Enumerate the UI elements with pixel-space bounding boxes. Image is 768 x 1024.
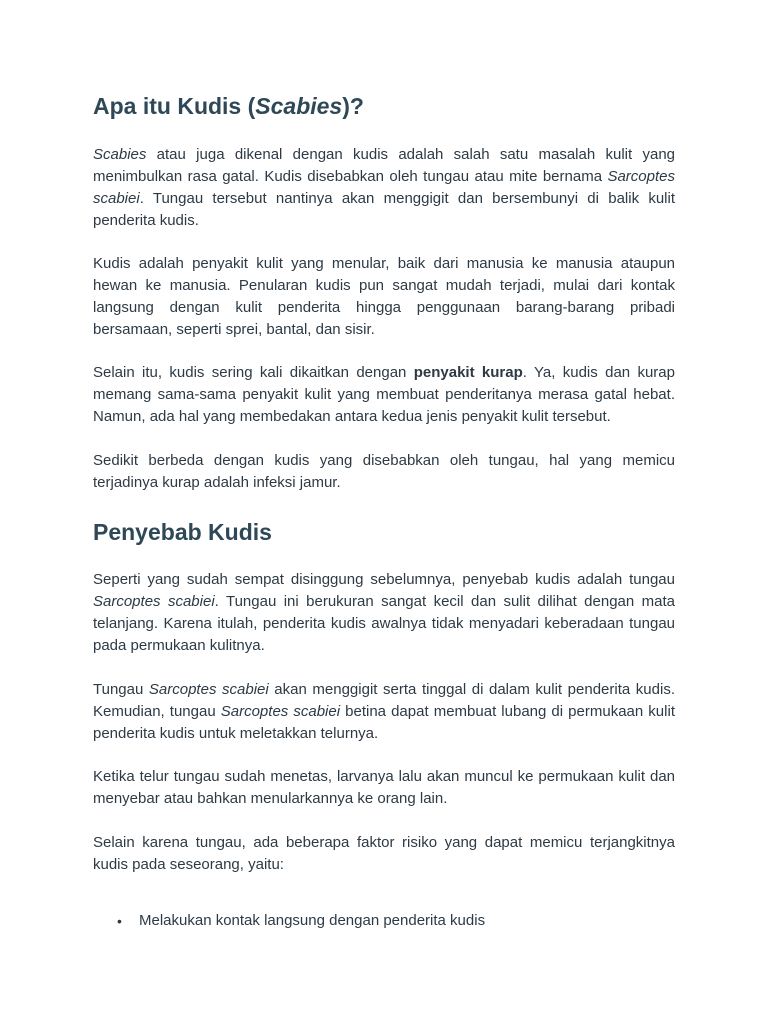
paragraph-text: . Tungau tersebut nantinya akan menggigit dan bersembunyi di balik kulit penderita kudis. bbox=[93, 190, 675, 229]
list-item bbox=[93, 910, 675, 932]
heading-penyebab-kudis: Penyebab Kudis bbox=[93, 519, 272, 545]
bold-link-text[interactable]: penyakit kurap bbox=[413, 364, 523, 381]
paragraph-text: . Tungau ini berukuran sangat kecil dan sulit dilihat dengan mata telanjang. Karena itulah, penderita kudis awalnya tidak menyadari keberadaan tungau pada permukaan kulitnya. bbox=[93, 593, 675, 654]
paragraph: Ketika telur tungau sudah menetas, larvanya lalu akan muncul ke permukaan kulit dan menyebar atau bahkan menularkannya ke orang lain. bbox=[93, 768, 675, 807]
paragraph-text: Selain itu, kudis sering kali dikaitkan dengan bbox=[93, 364, 414, 381]
paragraph: Selain karena tungau, ada beberapa faktor risiko yang dapat memicu terjangkitnya kudis pada seseorang, yaitu: bbox=[93, 834, 675, 873]
paragraph-text: Tungau bbox=[93, 681, 149, 698]
paragraph-text: Seperti yang sudah sempat disinggung sebelumnya, penyebab kudis adalah tungau bbox=[93, 571, 675, 588]
italic-term: Sarcoptes scabiei bbox=[148, 681, 269, 698]
paragraph-text: . Ya, kudis dan kurap memang sama-sama penyakit kulit yang membuat penderitanya merasa gatal hebat. Namun, ada hal yang membedakan antara kedua jenis penyakit kulit tersebut. bbox=[93, 364, 675, 425]
italic-term: Scabies bbox=[93, 146, 147, 163]
paragraph bbox=[93, 144, 675, 232]
paragraph: Kudis adalah penyakit kulit yang menular, baik dari manusia ke manusia ataupun hewan ke manusia. Penularan kudis pun sangat mudah terjadi, mulai dari kontak langsung dengan kulit penderita hingga penggunaan barang-barang pribadi bersamaan, seperti sprei, bantal, dan sisir. bbox=[93, 255, 675, 338]
bullet-icon: • bbox=[117, 913, 122, 929]
paragraph-text: atau juga dikenal dengan kudis adalah salah satu masalah kulit yang menimbulkan rasa gatal. Kudis disebabkan oleh tungau atau mite bernama bbox=[93, 146, 675, 185]
paragraph-text: betina dapat membuat lubang di permukaan kulit penderita kudis untuk meletakkan telurnya. bbox=[93, 703, 675, 742]
heading-text: Apa itu Kudis ( bbox=[93, 93, 256, 119]
paragraph-text: akan menggigit serta tinggal di dalam kulit penderita kudis. Kemudian, tungau bbox=[93, 681, 675, 720]
paragraph bbox=[93, 679, 675, 745]
italic-term: Sarcoptes scabiei bbox=[220, 703, 341, 720]
italic-term: Sarcoptes scabiei bbox=[93, 593, 215, 610]
risk-factor-list bbox=[93, 910, 675, 932]
paragraph: Sedikit berbeda dengan kudis yang disebabkan oleh tungau, hal yang memicu terjadinya kurap adalah infeksi jamur. bbox=[93, 452, 675, 491]
heading-text-end: )? bbox=[342, 93, 364, 119]
heading-italic-text: Scabies bbox=[255, 93, 343, 119]
italic-term: Sarcoptes scabiei bbox=[93, 168, 675, 207]
paragraph bbox=[93, 569, 675, 657]
list-item-text: Melakukan kontak langsung dengan penderita kudis bbox=[139, 912, 486, 929]
heading-apa-itu-kudis bbox=[93, 92, 675, 120]
paragraph bbox=[93, 362, 675, 428]
